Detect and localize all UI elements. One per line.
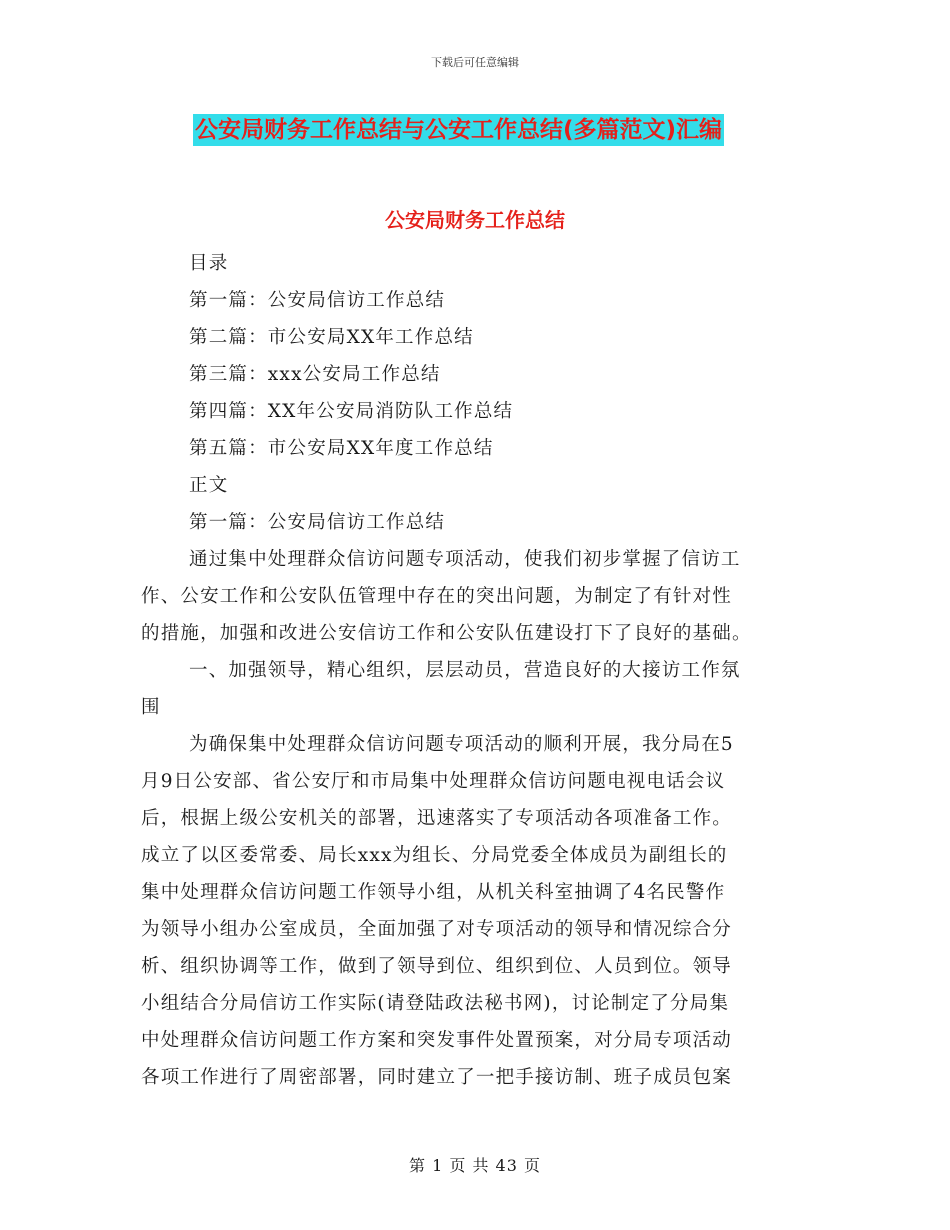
paragraph-line: 中处理群众信访问题工作方案和突发事件处置预案，对分局专项活动 xyxy=(141,1030,733,1051)
toc-item: 第五篇：市公安局XX年度工作总结 xyxy=(189,438,494,459)
paragraph-line: 成立了以区委常委、局长xxx为组长、分局党委全体成员为副组长的 xyxy=(141,845,728,866)
toc-heading: 目录 xyxy=(189,253,229,274)
toc-item: 第二篇：市公安局XX年工作总结 xyxy=(189,327,474,348)
paragraph-line: 小组结合分局信访工作实际(请登陆政法秘书网)，讨论制定了分局集 xyxy=(141,993,730,1014)
section-heading: 一、加强领导，精心组织，层层动员，营造良好的大接访工作氛 xyxy=(189,660,741,681)
paragraph-line: 作、公安工作和公安队伍管理中存在的突出问题，为制定了有针对性 xyxy=(141,586,733,607)
paragraph-line: 的措施，加强和改进公安信访工作和公安队伍建设打下了良好的基础。 xyxy=(141,623,752,644)
paragraph-line: 各项工作进行了周密部署，同时建立了一把手接访制、班子成员包案 xyxy=(141,1067,733,1088)
document-title: 公安局财务工作总结与公安工作总结(多篇范文)汇编 xyxy=(193,114,724,146)
paragraph-line: 为确保集中处理群众信访问题专项活动的顺利开展，我分局在5 xyxy=(189,734,734,755)
toc-item: 第四篇：XX年公安局消防队工作总结 xyxy=(189,401,514,422)
paragraph-line: 析、组织协调等工作，做到了领导到位、组织到位、人员到位。领导 xyxy=(141,956,733,977)
section-heading-continued: 围 xyxy=(141,697,161,718)
paragraph-line: 通过集中处理群众信访问题专项活动，使我们初步掌握了信访工 xyxy=(189,549,741,570)
body-heading: 正文 xyxy=(189,475,229,496)
toc-item: 第三篇：xxx公安局工作总结 xyxy=(189,364,441,385)
toc-item: 第一篇：公安局信访工作总结 xyxy=(189,290,446,311)
page-number-footer: 第 1 页 共 43 页 xyxy=(409,1156,541,1175)
chapter-heading: 第一篇：公安局信访工作总结 xyxy=(189,512,446,533)
paragraph-line: 月9日公安部、省公安厅和市局集中处理群众信访问题电视电话会议 xyxy=(141,771,726,792)
section-title: 公安局财务工作总结 xyxy=(385,208,565,232)
paragraph-line: 为领导小组办公室成员，全面加强了对专项活动的领导和情况综合分 xyxy=(141,919,733,940)
paragraph-line: 后，根据上级公安机关的部署，迅速落实了专项活动各项准备工作。 xyxy=(141,808,733,829)
header-note: 下载后可任意编辑 xyxy=(431,56,519,69)
paragraph-line: 集中处理群众信访问题工作领导小组，从机关科室抽调了4名民警作 xyxy=(141,882,726,903)
